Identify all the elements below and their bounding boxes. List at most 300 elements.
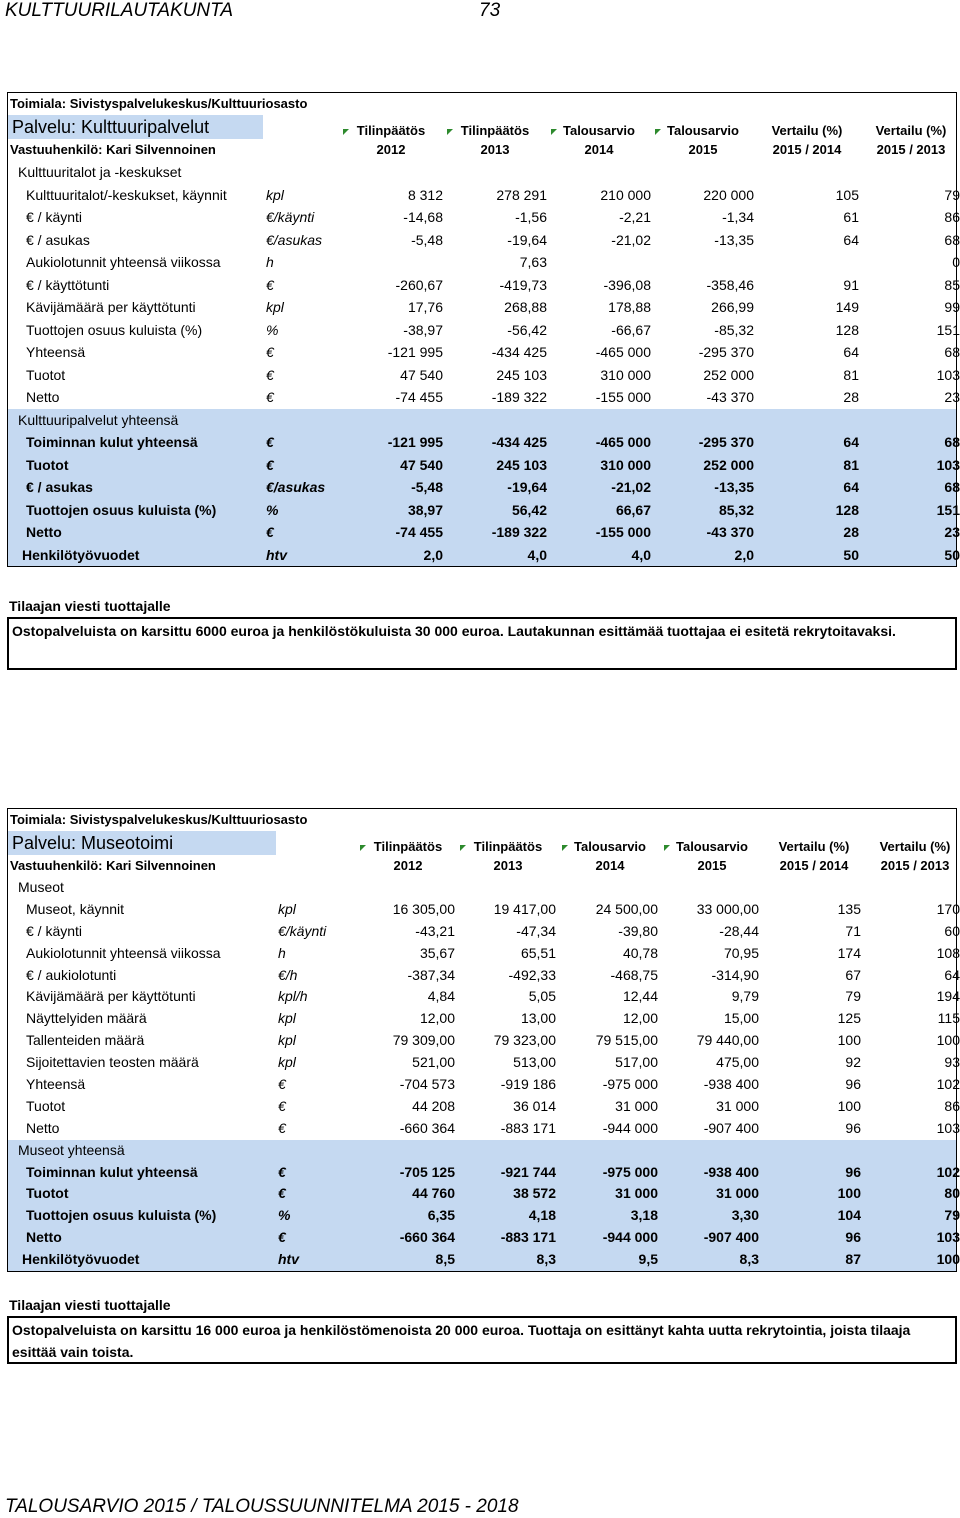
value-cell: -314,90 [711,966,759,983]
value-cell: 6,35 [427,1207,455,1224]
service-title: Palvelu: Museotoimi [8,831,276,855]
value-cell: -43,21 [415,922,455,939]
group-title-row [8,877,956,899]
value-cell [551,251,651,274]
value-cell: 93 [944,1054,960,1071]
row-label: € / aukiolotunti [26,966,117,983]
table-row [8,206,960,229]
row-label: Tuottojen osuus kuluista (%) [26,321,203,338]
column-header-bottom: 2013 [480,142,510,157]
value-cell: 4,0 [631,546,651,563]
comment-marker-icon [664,845,670,851]
vastuuhenkilo-row [8,855,956,877]
message-title: Tilaajan viesti tuottajalle [9,598,171,614]
column-header-top: Vertailu (%) [778,839,850,854]
row-unit: % [266,501,279,518]
value-cell: 245 103 [496,456,547,473]
value-cell: -28,44 [719,922,759,939]
row-unit: htv [266,546,287,563]
value-cell: 40,78 [622,944,658,961]
value-cell: 100 [837,1185,861,1202]
value-cell: 4,18 [528,1207,556,1224]
total-row [8,1205,960,1227]
value-cell: 12,00 [622,1010,658,1027]
column-header-top: Tilinpäätös [373,839,443,854]
total-row [8,454,960,477]
value-cell: -43 370 [706,524,754,540]
row-label: Yhteensä [26,344,86,360]
table-row [8,251,960,274]
value-cell: 513,00 [513,1054,556,1071]
value-cell: 65,51 [520,944,556,961]
value-cell: 8,3 [536,1251,556,1268]
row-label: Tuottojen osuus kuluista (%) [26,1207,217,1224]
value-cell: 28 [843,389,859,405]
value-cell: -705 125 [399,1163,455,1180]
value-cell: 33 000,00 [696,900,759,917]
value-cell: 210 000 [600,186,651,203]
total-row [8,521,960,544]
row-unit: € [278,1229,286,1246]
value-cell: -921 744 [500,1163,556,1180]
table-row [8,943,960,965]
group-title: Museot [18,879,64,895]
value-cell: 151 [936,501,960,518]
row-label: Yhteensä [26,1076,86,1093]
comment-marker-icon [551,129,557,135]
column-header-bottom: 2015 / 2013 [880,858,950,873]
value-cell: 252 000 [703,456,754,473]
value-cell: -295 370 [698,344,754,360]
value-cell: -66,67 [611,321,651,338]
value-cell: 12,44 [622,988,658,1005]
row-unit: h [278,944,286,961]
total-title: Museot yhteensä [18,1141,125,1158]
value-cell: 103 [936,1229,960,1246]
value-cell: -121 995 [387,434,443,450]
value-cell: 64 [843,479,859,495]
table-row [8,1096,960,1118]
value-cell: 47 540 [400,456,443,473]
value-cell: 100 [837,1032,861,1049]
value-cell: -5,48 [411,479,443,495]
value-cell: 151 [936,321,960,338]
column-header-bottom: 2014 [584,142,614,157]
column-header-bottom: 2013 [493,858,523,873]
comment-marker-icon [562,845,568,851]
responsible-person: Vastuuhenkilö: Kari Silvennoinen [10,142,216,157]
row-unit: € [266,524,274,540]
value-cell: 2,0 [734,546,754,563]
value-cell: -21,02 [611,479,651,495]
palvelu-row [8,831,956,855]
value-cell: -387,34 [407,966,455,983]
value-cell: 0 [952,254,960,270]
value-cell: -189 322 [491,524,547,540]
toimiala-row [8,93,956,115]
value-cell: 81 [843,456,859,473]
value-cell: -155 000 [595,524,651,540]
table-row [8,1074,960,1096]
service-table [7,92,960,567]
value-cell: -5,48 [411,231,443,248]
value-cell: 96 [845,1163,861,1180]
column-header-top: Talousarvio [675,839,748,854]
row-unit: € [266,456,274,473]
message-box: Ostopalveluista on karsittu 6000 euroa ja henkilöstökuluista 30 000 euroa. Lautakunnan esittämää tuottajaa ei esitetä rekrytoitavaksi. [7,617,957,670]
value-cell: 96 [845,1229,861,1246]
value-cell: 64 [944,966,960,983]
value-cell: -1,56 [515,209,547,225]
value-cell: 31 000 [716,1097,759,1114]
row-unit: €/asukas [266,479,326,495]
value-cell: 79 309,00 [392,1032,455,1049]
table-row [8,1118,960,1140]
value-cell: -19,64 [507,231,547,248]
value-cell: 194 [936,988,960,1005]
comment-marker-icon [655,129,661,135]
value-cell: -465 000 [595,344,651,360]
message-box: Ostopalveluista on karsittu 16 000 euroa ja henkilöstömenoista 20 000 euroa. Tuottaja on esittänyt kahta uutta rekrytointia, joista tilaaja esittää vain toista. [7,1316,957,1364]
palvelu-row [8,115,956,139]
row-unit: € [266,389,274,405]
value-cell: 61 [843,209,859,225]
value-cell: 102 [936,1163,960,1180]
value-cell: -358,46 [706,276,754,293]
value-cell: -38,97 [403,321,443,338]
row-label: Netto [26,1119,60,1136]
value-cell: 50 [843,546,859,563]
value-cell: -434 425 [491,344,547,360]
value-cell: -56,42 [507,321,547,338]
value-cell [759,251,859,274]
column-header-bottom: 2012 [376,142,406,157]
column-header-top: Talousarvio [666,123,739,138]
value-cell: 266,99 [711,299,754,315]
total-row [8,499,960,522]
value-cell: -465 000 [595,434,651,450]
table-row [8,274,960,297]
value-cell: 68 [944,231,960,248]
row-unit: €/käynti [266,209,315,225]
value-cell: -47,34 [516,922,556,939]
comment-marker-icon [343,129,349,135]
row-label: Kävijämäärä per käyttötunti [26,299,196,315]
staff-row [8,1249,960,1271]
value-cell: 174 [837,944,861,961]
value-cell: 35,67 [419,944,455,961]
value-cell: 28 [843,524,859,540]
value-cell: -2,21 [619,209,651,225]
column-header-bottom: 2015 / 2013 [876,142,946,157]
column-header-bottom: 2015 [697,858,727,873]
row-label: € / käyttötunti [26,276,110,293]
value-cell: 87 [845,1251,861,1268]
value-cell: 100 [936,1251,960,1268]
value-cell: 92 [845,1054,861,1071]
value-cell: 103 [936,1119,960,1136]
value-cell: 128 [835,321,859,338]
value-cell: -121 995 [387,344,443,360]
table-row [8,899,960,921]
row-label: Kulttuuritalot/-keskukset, käynnit [26,186,227,203]
table-row [8,1008,960,1030]
value-cell: 36 014 [513,1097,556,1114]
value-cell: 31 000 [615,1097,658,1114]
value-cell: 85 [944,276,960,293]
value-cell: 23 [944,389,960,405]
value-cell: -189 322 [491,389,547,405]
value-cell: 9,5 [638,1251,658,1268]
value-cell: -919 186 [500,1076,556,1093]
column-header-top: Vertailu (%) [879,839,951,854]
row-label: € / asukas [26,479,93,495]
value-cell: 31 000 [716,1185,759,1202]
column-header-bottom: 2015 / 2014 [772,142,842,157]
table-row [8,1030,960,1052]
value-cell: 68 [944,434,960,450]
total-row [8,1227,960,1249]
value-cell: 108 [936,944,960,961]
value-cell: 100 [936,1032,960,1049]
value-cell: 115 [937,1010,960,1027]
value-cell: -704 573 [399,1076,455,1093]
value-cell: -19,64 [507,479,547,495]
value-cell: -14,68 [403,209,443,225]
value-cell: 86 [944,209,960,225]
row-label: Tuotot [26,1185,69,1202]
row-unit: kpl [278,1054,296,1071]
value-cell: 66,67 [615,501,651,518]
row-label: Tuotot [26,366,66,383]
value-cell: 4,0 [527,546,547,563]
value-cell: -13,35 [714,479,754,495]
value-cell: -39,80 [618,922,658,939]
row-unit: kpl [278,1032,296,1049]
row-unit: € [278,1185,286,1202]
value-cell: 15,00 [723,1010,759,1027]
row-label: Kävijämäärä per käyttötunti [26,988,196,1005]
row-unit: €/käynti [278,922,327,939]
value-cell: 24 500,00 [595,900,658,917]
table-row [8,229,960,252]
value-cell: -1,34 [722,209,754,225]
table-row [8,319,960,342]
column-header-bottom: 2015 [688,142,718,157]
value-cell: 103 [936,366,960,383]
value-cell: 105 [835,186,859,203]
value-cell: -85,32 [714,321,754,338]
value-cell: 38,97 [407,501,443,518]
table-row [8,1052,960,1074]
value-cell: 60 [944,922,960,939]
table-row [8,386,960,409]
value-cell: -155 000 [595,389,651,405]
row-label: Tuottojen osuus kuluista (%) [26,501,217,518]
value-cell: 252 000 [703,366,754,383]
value-cell: 178,88 [608,299,651,315]
value-cell: 64 [843,231,859,248]
value-cell: -660 364 [399,1229,455,1246]
row-unit: € [266,366,274,383]
value-cell: 99 [944,299,960,315]
column-header-top: Tilinpäätös [473,839,543,854]
value-cell: 7,63 [519,254,547,270]
value-cell: 9,79 [731,988,759,1005]
value-cell: 521,00 [412,1054,455,1071]
value-cell: 85,32 [718,501,754,518]
column-header-top: Tilinpäätös [356,123,426,138]
table-row [8,364,960,387]
comment-marker-icon [360,845,366,851]
value-cell: -492,33 [508,966,556,983]
value-cell: -938 400 [703,1076,759,1093]
row-label: Henkilötyövuodet [22,1251,140,1268]
group-title: Kulttuuritalot ja -keskukset [18,164,182,180]
row-unit: % [278,1207,291,1224]
total-title-row [8,1140,956,1162]
row-unit: € [278,1076,286,1093]
comment-marker-icon [447,129,453,135]
value-cell: 96 [845,1076,861,1093]
value-cell: 79 [845,988,861,1005]
table-row [8,986,960,1008]
row-label: Toiminnan kulut yhteensä [26,1163,198,1180]
value-cell: -43 370 [706,389,754,405]
row-unit: € [278,1097,286,1114]
department-name: KULTTUURILAUTAKUNTA [5,0,234,21]
row-label: Tuotot [26,1097,66,1114]
value-cell: 13,00 [520,1010,556,1027]
total-title: Kulttuuripalvelut yhteensä [18,411,179,428]
value-cell: -396,08 [603,276,651,293]
value-cell: 170 [936,900,960,917]
value-cell: -883 171 [500,1119,556,1136]
value-cell: 3,18 [630,1207,658,1224]
value-cell: 31 000 [615,1185,658,1202]
toimiala-label: Toimiala: Sivistyspalvelukeskus/Kulttuuriosasto [10,812,308,827]
row-label: Museot, käynnit [26,900,125,917]
staff-row [8,544,960,567]
row-unit: kpl [278,900,296,917]
value-cell: 103 [936,456,960,473]
value-cell: 245 103 [496,366,547,383]
value-cell: 79 [944,186,960,203]
value-cell: -21,02 [611,231,651,248]
value-cell: 71 [845,922,861,939]
message-title: Tilaajan viesti tuottajalle [9,1297,171,1313]
value-cell: 79 [944,1207,960,1224]
group-title-row [8,161,956,184]
value-cell: 79 323,00 [493,1032,556,1049]
value-cell: 68 [944,344,960,360]
value-cell: 100 [837,1097,861,1114]
page-footer: TALOUSARVIO 2015 / TALOUSSUUNNITELMA 2015 - 2018 [5,1496,519,1517]
value-cell: 96 [845,1119,861,1136]
responsible-person: Vastuuhenkilö: Kari Silvennoinen [10,858,216,873]
value-cell: 17,76 [407,299,443,315]
row-label: Aukiolotunnit yhteensä viikossa [26,944,221,961]
value-cell: 44 208 [412,1097,455,1114]
value-cell: -434 425 [491,434,547,450]
column-header-top: Tilinpäätös [460,123,530,138]
row-unit: kpl/h [278,988,308,1005]
table-row [8,965,960,987]
row-label: € / käynti [26,209,83,225]
value-cell: 149 [835,299,859,315]
row-label: Henkilötyövuodet [22,546,140,563]
row-label: Toiminnan kulut yhteensä [26,434,198,450]
service-title: Palvelu: Kulttuuripalvelut [8,115,263,139]
row-unit: kpl [266,299,284,315]
row-label: Netto [26,1229,62,1246]
row-unit: % [266,321,279,338]
value-cell: 70,95 [723,944,759,961]
value-cell: 56,42 [511,501,547,518]
value-cell: 44 760 [412,1185,455,1202]
row-label: Sijoitettavien teosten määrä [26,1054,199,1071]
value-cell: -944 000 [602,1119,658,1136]
value-cell: 68 [944,479,960,495]
column-header-bottom: 2012 [393,858,423,873]
row-label: Tallenteiden määrä [26,1032,145,1049]
value-cell: -938 400 [703,1163,759,1180]
total-row [8,1183,960,1205]
value-cell: 67 [845,966,861,983]
table-row [8,296,960,319]
value-cell: -74 455 [395,524,443,540]
value-cell: 47 540 [400,366,443,383]
row-unit: € [278,1163,286,1180]
total-row [8,476,960,499]
value-cell: 278 291 [496,186,547,203]
value-cell: 517,00 [615,1054,658,1071]
value-cell: -975 000 [602,1076,658,1093]
value-cell: 19 417,00 [493,900,556,917]
column-header-top: Vertailu (%) [875,123,947,138]
column-header-bottom: 2014 [595,858,625,873]
value-cell: -419,73 [499,276,547,293]
row-unit: kpl [278,1010,296,1027]
row-unit: htv [278,1251,299,1268]
table-row [8,921,960,943]
total-row [8,431,960,454]
value-cell: -74 455 [395,389,443,405]
row-label: € / käynti [26,922,83,939]
row-label: Aukiolotunnit yhteensä viikossa [26,254,221,270]
value-cell: -468,75 [610,966,658,983]
value-cell: 125 [837,1010,861,1027]
row-unit: € [266,434,274,450]
page-number: 73 [479,0,501,21]
value-cell: 23 [944,524,960,540]
value-cell: 91 [843,276,859,293]
value-cell: 104 [837,1207,861,1224]
value-cell: -907 400 [703,1119,759,1136]
value-cell: 8,3 [739,1251,759,1268]
value-cell: 64 [843,434,859,450]
value-cell: -295 370 [698,434,754,450]
toimiala-row [8,809,956,831]
vastuuhenkilo-row [8,139,956,161]
row-unit: €/h [278,966,298,983]
row-label: € / asukas [26,231,90,248]
value-cell: 79 440,00 [696,1032,759,1049]
row-unit: €/asukas [266,231,323,248]
value-cell: -883 171 [500,1229,556,1246]
service-block [7,808,960,1272]
row-label: Netto [26,389,60,405]
